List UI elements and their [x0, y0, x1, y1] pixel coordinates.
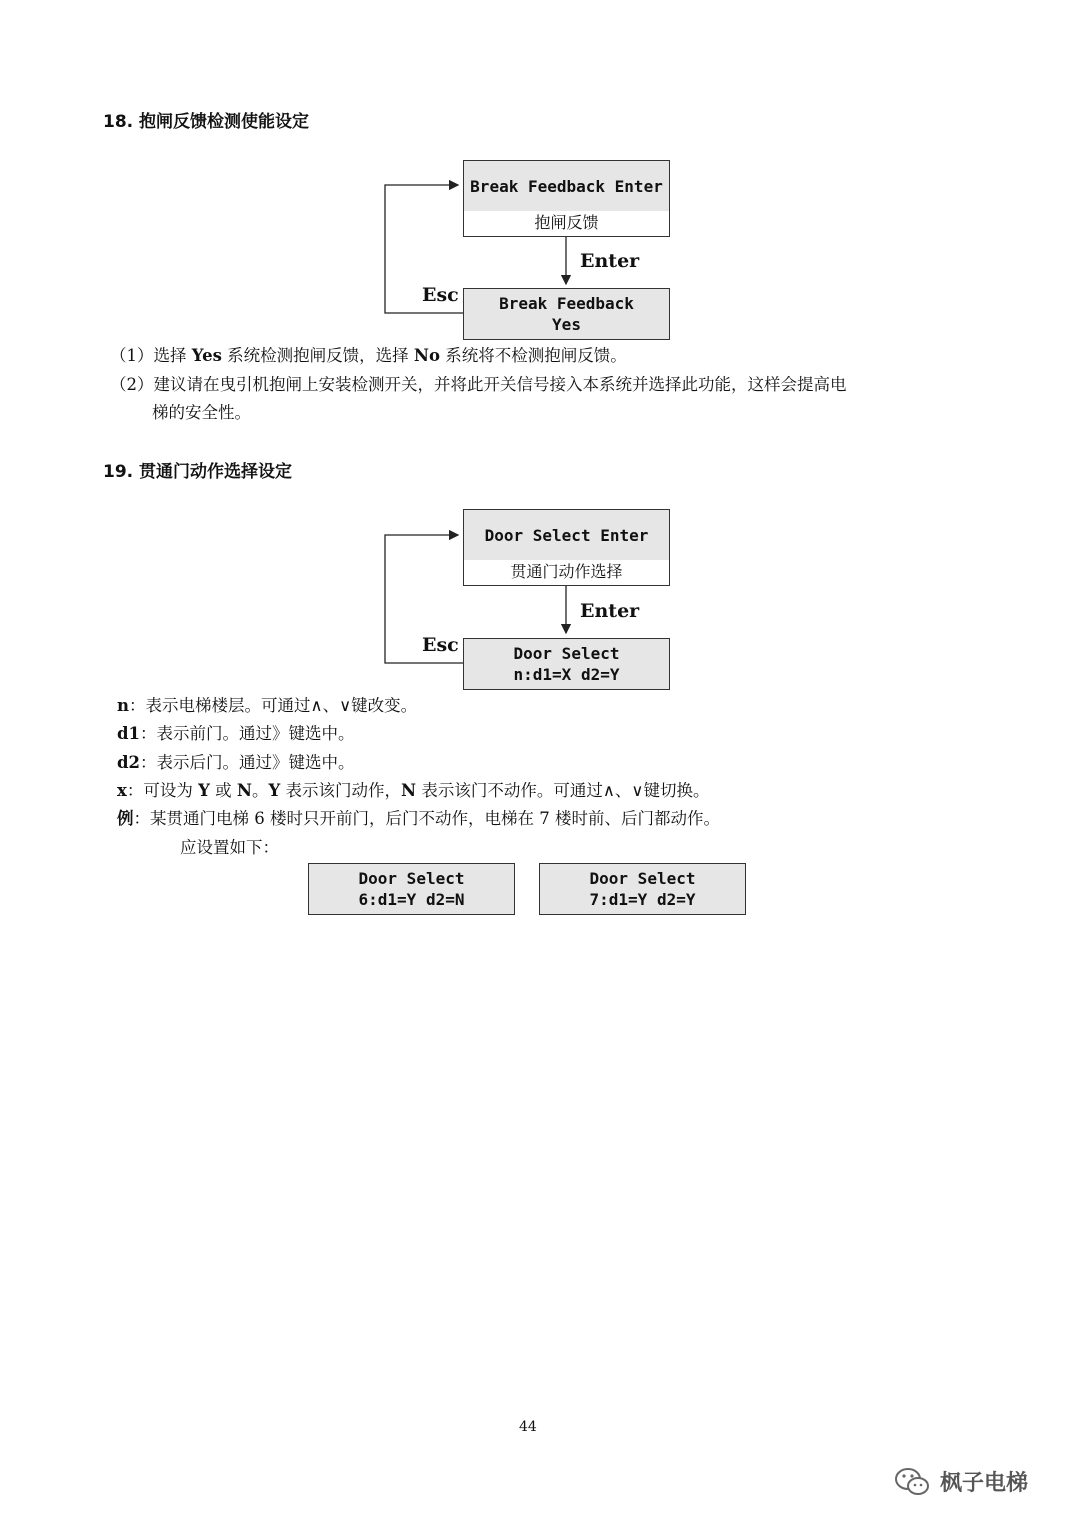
desc-text: 表示该门不动作。可通过∧、∨键切换。: [416, 781, 710, 800]
section-19-heading: 19. 贯通门动作选择设定: [103, 462, 293, 482]
desc-text: 。: [251, 781, 269, 800]
note-text: No: [413, 346, 440, 365]
note-2-cont: 梯的安全性。: [152, 403, 251, 422]
screen-line-1: Door Select: [513, 644, 620, 663]
example-screen-floor-6: [308, 863, 515, 915]
note-2: [110, 375, 847, 395]
desc-text: 表示电梯楼层。可通过∧、∨键改变。: [145, 696, 418, 715]
enter-label: Enter: [580, 600, 640, 622]
break-feedback-enter-screen: [463, 160, 670, 212]
watermark-text: 枫子电梯: [940, 1471, 1029, 1496]
screen-line-2: Yes: [552, 315, 581, 334]
desc-key: n: [117, 696, 129, 715]
note-number: （2）: [110, 375, 154, 394]
enter-label: Enter: [580, 250, 640, 272]
screen-line: Break Feedback Enter: [470, 176, 663, 196]
note-text: Yes: [191, 346, 222, 365]
screen-line-2: n:d1=X d2=Y: [513, 665, 620, 684]
esc-label: Esc: [422, 284, 459, 306]
note-text: 系统将不检测抱闸反馈。: [439, 346, 627, 365]
screen-line-2: 6:d1=Y d2=N: [358, 890, 465, 909]
desc-text: 表示前门。通过》键选中。: [156, 724, 355, 743]
note-text: 选择: [153, 346, 192, 365]
wechat-icon: [893, 1465, 933, 1499]
desc-text: 表示该门动作，: [280, 781, 401, 800]
screen-line-2: 7:d1=Y d2=Y: [589, 890, 696, 909]
desc-x: [117, 781, 710, 801]
esc-label: Esc: [422, 634, 459, 656]
desc-n: [117, 696, 417, 716]
desc-sep: ：: [129, 696, 146, 715]
page-number: 44: [519, 1419, 537, 1435]
section-18-heading: 18. 抱闸反馈检测使能设定: [103, 112, 310, 132]
note-number: （1）: [110, 346, 154, 365]
desc-sep: ：: [140, 753, 157, 772]
door-select-enter-screen: [463, 509, 670, 561]
desc-d2: [117, 753, 355, 773]
desc-text: 表示后门。通过》键选中。: [156, 753, 355, 772]
break-feedback-caption: 抱闸反馈: [463, 211, 670, 237]
desc-d1: [117, 724, 355, 744]
example-screen-floor-7: [539, 863, 746, 915]
door-select-screen: [463, 638, 670, 690]
break-feedback-yes-screen: [463, 288, 670, 340]
desc-text: Y: [198, 781, 210, 800]
example-text: 某贯通门电梯 6 楼时只开前门，后门不动作，电梯在 7 楼时前、后门都动作。: [150, 809, 720, 828]
desc-sep: ：: [126, 781, 144, 800]
note-text: 系统检测抱闸反馈，选择: [221, 346, 414, 365]
screen-line: Door Select Enter: [484, 525, 649, 545]
note-text: 建议请在曳引机抱闸上安装检测开关，并将此开关信号接入本系统并选择此功能，这样会提高电: [153, 375, 847, 394]
screen-line-1: Door Select: [589, 869, 696, 888]
desc-text: 可设为: [143, 781, 199, 800]
screen-line-1: Break Feedback: [499, 294, 634, 313]
desc-sep: ：: [140, 724, 157, 743]
desc-text: N: [236, 781, 252, 800]
desc-text: Y: [268, 781, 281, 800]
note-1: [110, 346, 627, 366]
desc-text: 或: [209, 781, 237, 800]
example-line-2: 应设置如下：: [180, 838, 279, 857]
example-sep: ：: [133, 809, 150, 828]
desc-key: d1: [117, 724, 141, 743]
desc-text: N: [401, 781, 417, 800]
door-select-caption: 贯通门动作选择: [463, 560, 670, 586]
example-line: [117, 809, 720, 829]
desc-key: d2: [117, 753, 141, 772]
example-key: 例: [117, 809, 134, 828]
screen-line-1: Door Select: [358, 869, 465, 888]
desc-key: x: [117, 781, 127, 800]
